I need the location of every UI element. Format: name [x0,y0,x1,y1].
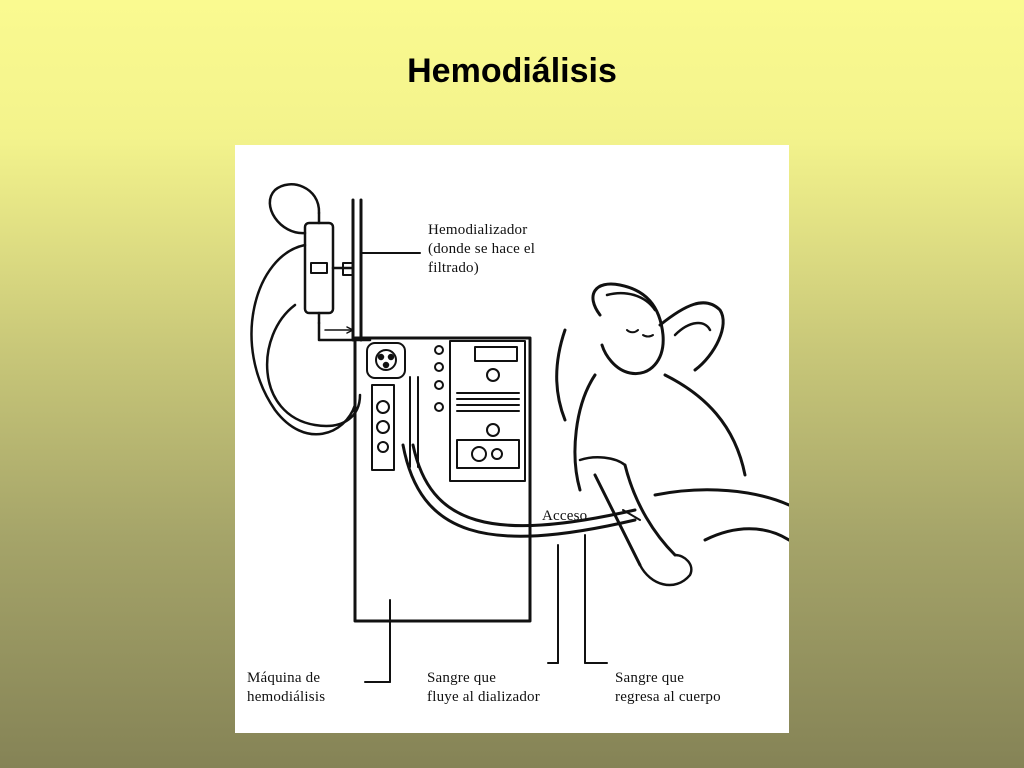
blood-to-dialyzer-label [427,669,540,707]
dialysis-figure [235,145,789,733]
dialyzer-label-line-2: (donde se hace el [428,241,536,257]
blood-to-dialyzer-line-1: Sangre que [427,670,497,686]
access-label [542,507,587,526]
blood-to-body-line-1: Sangre que [615,670,685,686]
slide-title: Hemodiálisis [407,52,617,90]
machine-label-line-1: Máquina de [247,670,321,686]
dialyzer-label [428,221,535,278]
dialyzer-label-line-3: filtrado) [428,260,479,276]
blood-to-body-label [615,669,721,707]
blood-to-dialyzer-line-2: fluye al dializador [427,689,540,705]
patient-figure [557,284,789,585]
dialyzer-assembly [252,184,370,434]
machine-label [247,669,325,707]
dialysis-machine [355,338,530,621]
machine-label-line-2: hemodiálisis [247,689,326,705]
blood-tubes [403,445,635,663]
dialyzer-label-line-1: Hemodializador [428,222,528,238]
blood-to-body-line-2: regresa al cuerpo [615,689,721,705]
access-label-text: Acceso [542,508,588,524]
